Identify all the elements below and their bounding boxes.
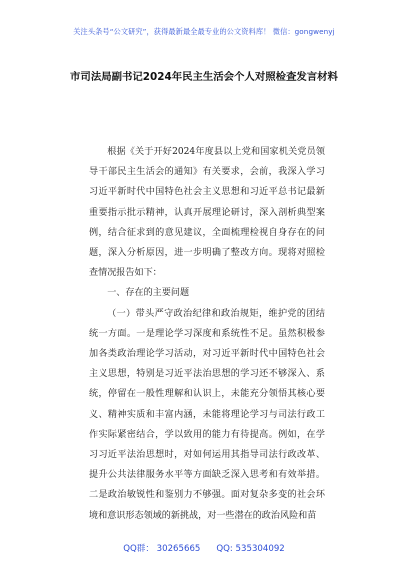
header-notice: 关注头条号“公文研究”，获得最新最全最专业的公文资料库！ 微信：gongwenyj: [73, 27, 335, 36]
body-paragraph: （一）带头严守政治纪律和政治规矩，维护党的团结统一方面。一是理论学习深度和系统性不足。虽然积极参加各类政治理论学习活动，对习近平新时代中国特色社会主义思想，特别是习近平法治思想的学习还不够深入、系统，停留在一般性理解和认识上，未能充分领悟其核心要义、精神实质和丰富内涵，未能将理论学习与司法行政工作实际紧密结合，学以致用的能力有待提高。例如，在学习习近平法治思想时，对如何运用其指导司法行政改革、提升公共法律服务水平等方面缺乏深入思考和有效举措。二是政治敏锐性和鉴别力不够强。面对复杂多变的社会环境和意识形态领域的新挑战，对一些潜在的政治风险和苗: [89, 308, 325, 521]
footer-contact: [0, 542, 408, 554]
qq-number: QQ: 535304092: [216, 544, 285, 554]
intro-paragraph: 根据《关于开好2024年度县以上党和国家机关党员领导干部民主生活会的通知》有关要求，会前，我深入学习习近平新时代中国特色社会主义思想和习近平总书记最新重要指示批示精神，认真开展理论研讨，深入剖析典型案例，结合征求到的意见建议，全面梳理检视自身存在的问题，深入分析原因，进一步明确了整改方向。现将对照检查情况报告如下：: [89, 147, 325, 279]
qq-group-number: QQ群： 30265665: [123, 544, 201, 554]
document-title: 市司法局副书记2024年民主生活会个人对照检查发言材料: [70, 71, 338, 83]
document-body: [89, 142, 325, 526]
section-heading: 一、存在的主要问题: [107, 288, 190, 299]
